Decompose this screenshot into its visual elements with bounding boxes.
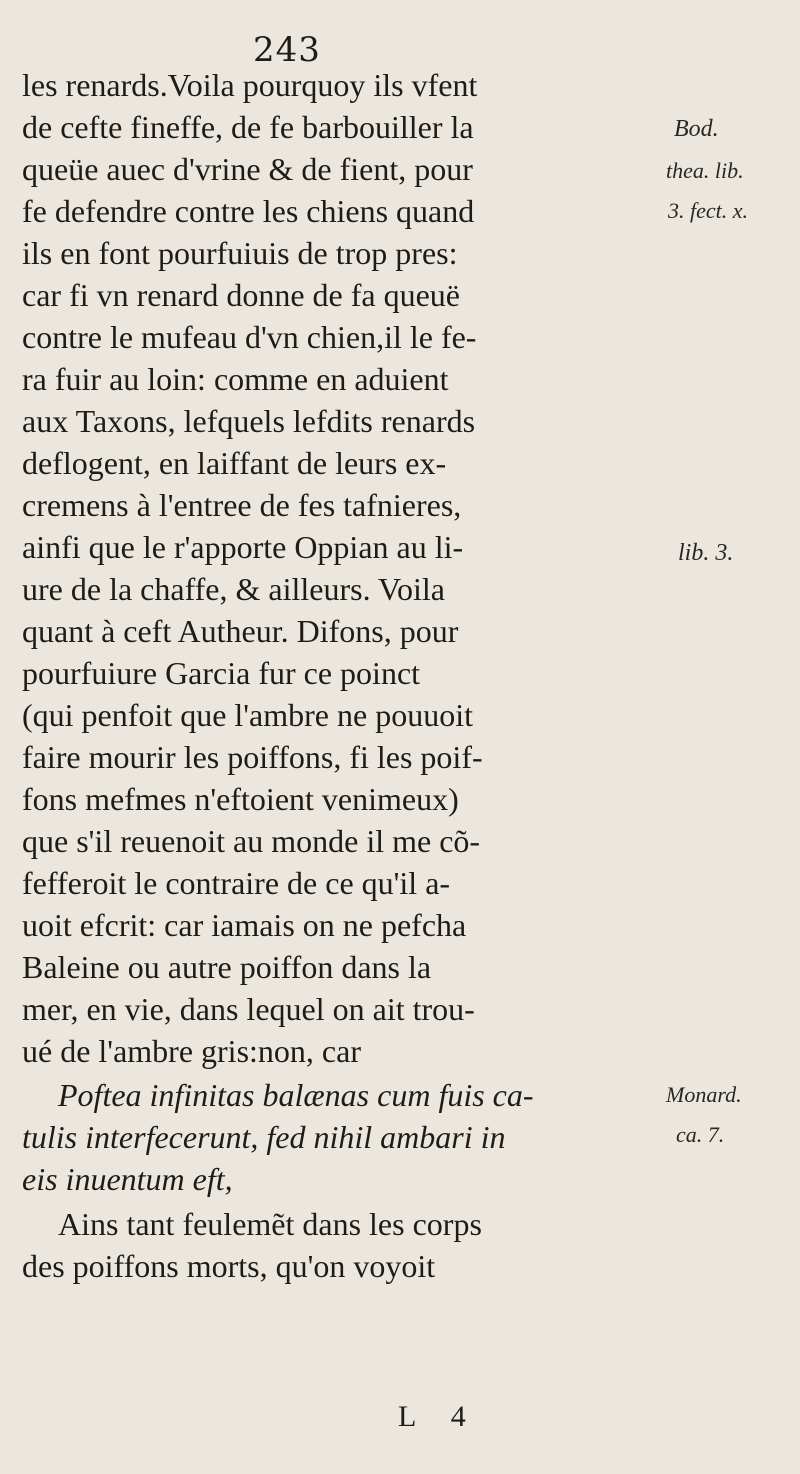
text-line: faire mourir les poiffons, fi les poif-: [22, 739, 483, 775]
text-line: cremens à l'entree de fes tafnieres,: [22, 487, 462, 523]
text-line: que s'il reuenoit au monde il me cõ-: [22, 823, 481, 859]
text-line: fe defendre contre les chiens quand: [22, 193, 475, 229]
text-line: de cefte fineffe, de fe barbouiller la: [22, 109, 474, 145]
margin-note: lib. 3.: [678, 540, 734, 566]
text-line: car fi vn renard donne de fa queuë: [22, 277, 460, 313]
text-line: contre le mufeau d'vn chien,il le fe-: [22, 319, 477, 355]
text-line: ure de la chaffe, & ailleurs. Voila: [22, 571, 445, 607]
margin-note: Monard.: [666, 1082, 742, 1107]
margin-note: thea. lib.: [666, 158, 744, 183]
text-line: (qui penfoit que l'ambre ne pouuoit: [22, 697, 473, 733]
text-line: mer, en vie, dans lequel on ait trou-: [22, 991, 475, 1027]
text-line: Baleine ou autre poiffon dans la: [22, 949, 432, 985]
text-line: les renards.Voila pourquoy ils vfent: [22, 67, 478, 103]
text-line: ra fuir au loin: comme en aduient: [22, 361, 449, 397]
text-line: fons mefmes n'eftoient venimeux): [22, 781, 459, 817]
margin-note: ca. 7.: [676, 1122, 725, 1147]
signature-mark: L 4: [398, 1400, 480, 1433]
text-line: Ains tant feulemẽt dans les corps: [58, 1206, 482, 1242]
margin-note: 3. fect. x.: [668, 198, 749, 223]
text-line: quant à ceft Autheur. Difons, pour: [22, 613, 459, 649]
text-line: ils en font pourfuiuis de trop pres:: [22, 235, 458, 271]
text-line: aux Taxons, lefquels lefdits renards: [22, 403, 476, 439]
page-number: 243: [253, 30, 321, 70]
margin-note: Bod.: [674, 116, 719, 142]
text-line: pourfuiure Garcia fur ce poinct: [22, 655, 421, 691]
text-line: ainfi que le r'apporte Oppian au li-: [22, 529, 464, 565]
latin-quote-line: Poftea infinitas balænas cum fuis ca-: [58, 1077, 534, 1113]
latin-quote-line: eis inuentum eft,: [22, 1161, 233, 1197]
text-line: deflogent, en laiffant de leurs ex-: [22, 445, 447, 481]
text-line: queüe auec d'vrine & de fient, pour: [22, 151, 473, 187]
text-line: ué de l'ambre gris:non, car: [22, 1033, 361, 1069]
text-line: des poiffons morts, qu'on voyoit: [22, 1248, 436, 1284]
latin-quote-line: tulis interfecerunt, fed nihil ambari in: [22, 1119, 506, 1155]
text-line: uoit efcrit: car iamais on ne pefcha: [22, 907, 467, 943]
text-line: fefferoit le contraire de ce qu'il a-: [22, 865, 451, 901]
